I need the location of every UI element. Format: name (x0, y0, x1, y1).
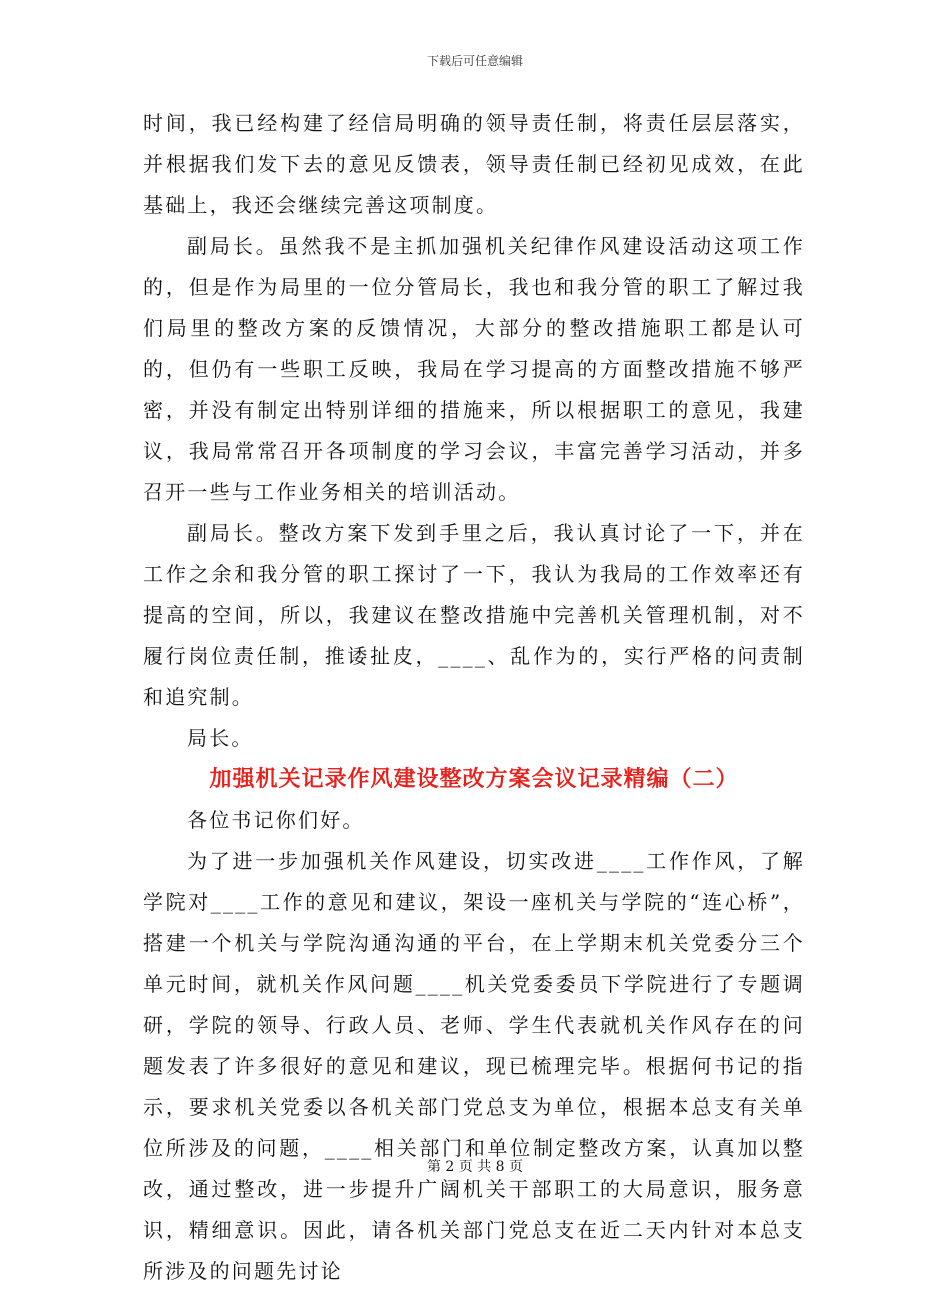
page-header-note: 下载后可任意编辑 (426, 54, 523, 68)
paragraph-continued: 时间，我已经构建了经信局明确的领导责任制，将责任层层落实，并根据我们发下去的意见反馈表，领导责任制已经初见成效，在此基础上，我还会继续完善这项制度。 (143, 111, 805, 217)
paragraph-greeting: 各位书记你们好。 (187, 808, 365, 832)
document-body (143, 103, 805, 1292)
paragraph-main-body: 为了进一步加强机关作风建设，切实改进____工作作风，了解学院对____工作的意见和建议，架设一座机关与学院的“连心桥”，搭建一个机关与学院沟通沟通的平台，在上学期末机关党委分三个单元时间，就机关作风问题____机关党委委员下学院进行了专题调研，学院的领导、行政人员、老师、学生代表就机关作风存在的问题发表了许多很好的意见和建议，现已梳理完毕。根据何书记的指示，要求机关党委以各机关部门党总支为单位，根据本总支有关单位所涉及的问题，____相关部门和单位制定整改方案，认真加以整改，通过整改，进一步提升广阔机关干部职工的大局意识，服务意识，精细意识。因此，请各机关部门党总支在近二天内针对本总支所涉及的问题先讨论 (143, 849, 805, 1283)
paragraph-director: 局长。 (187, 726, 254, 750)
page-number-footer: 第 2 页 共 8 页 (426, 1159, 524, 1175)
section-title: 加强机关记录作风建设整改方案会议记录精编（二） (209, 767, 739, 792)
paragraph-deputy-director-2: 副局长。整改方案下发到手里之后，我认真讨论了一下，并在工作之余和我分管的职工探讨了一下，我认为我局的工作效率还有提高的空间，所以，我建议在整改措施中完善机关管理机制，对不履行岗位责任制，推诿扯皮，____、乱作为的，实行严格的问责制和追究制。 (143, 521, 805, 709)
paragraph-deputy-director-1: 副局长。虽然我不是主抓加强机关纪律作风建设活动这项工作的，但是作为局里的一位分管局长，我也和我分管的职工了解过我们局里的整改方案的反馈情况，大部分的整改措施职工都是认可的，但仍有一些职工反映，我局在学习提高的方面整改措施不够严密，并没有制定出特别详细的措施来，所以根据职工的意见，我建议，我局常常召开各项制度的学习会议，丰富完善学习活动，并多召开一些与工作业务相关的培训活动。 (143, 234, 805, 504)
